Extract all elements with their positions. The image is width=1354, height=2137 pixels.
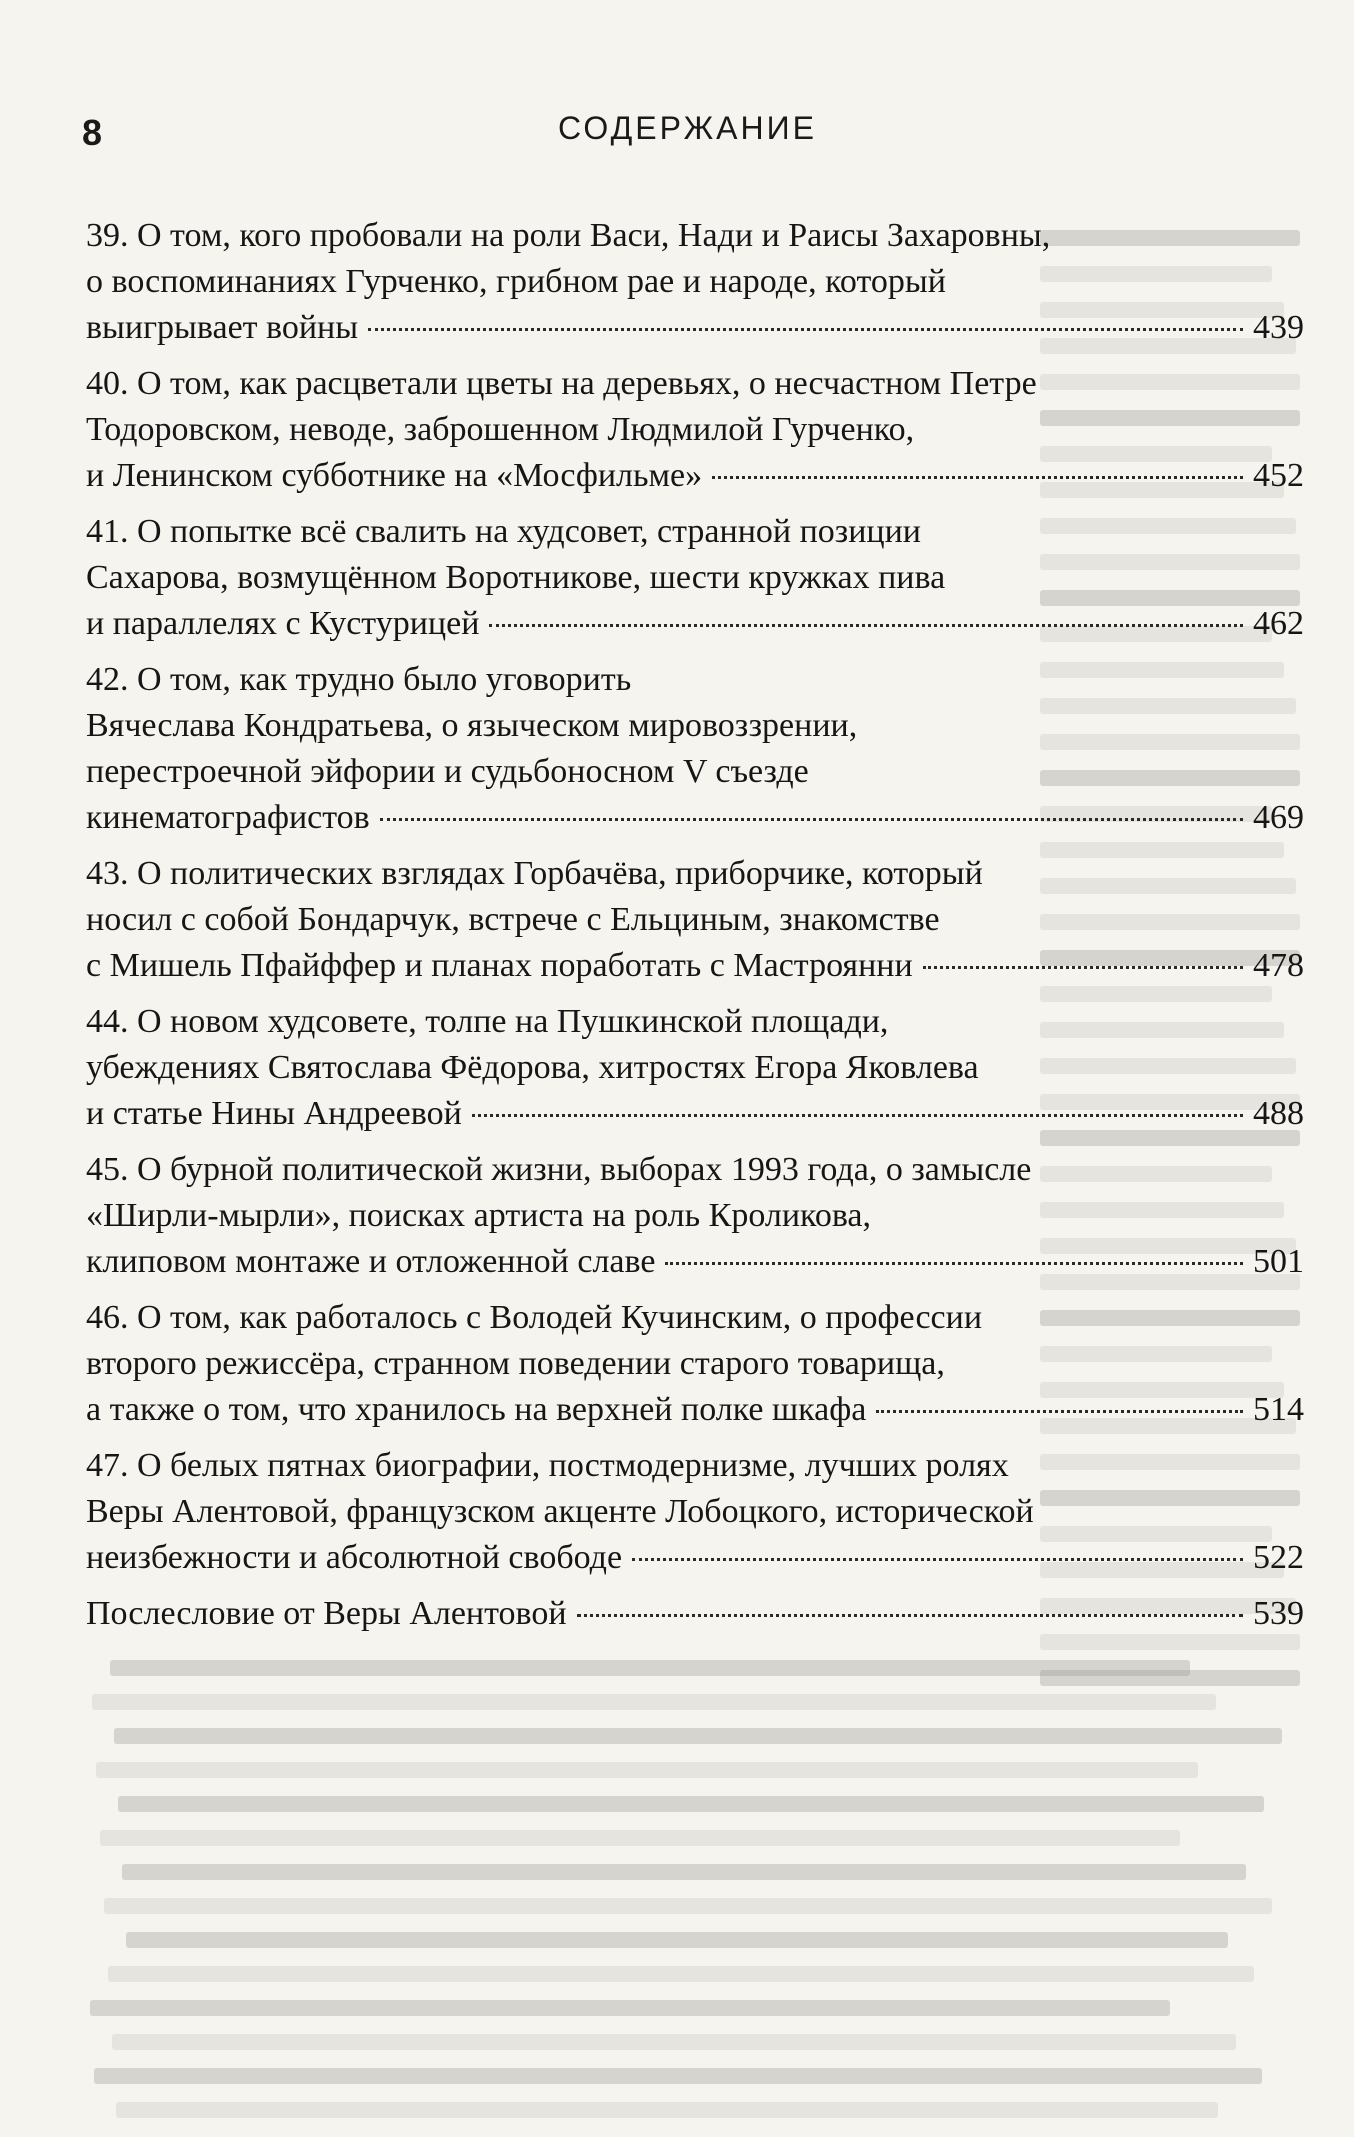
toc-entry-text-line: второго режиссёра, странном поведении старого товарища, [86,1345,945,1382]
toc-entry-text-line: Вячеслава Кондратьева, о языческом мировоззрении, [86,707,858,744]
toc-entry-text-line: о воспоминаниях Гурченко, грибном рае и народе, который [86,263,946,300]
show-through-line [122,1864,1246,1880]
toc-page-number: 469 [1253,799,1304,836]
toc-entry-text-line: 44. О новом худсовете, толпе на Пушкинской площади, [86,1003,889,1040]
toc-page-number: 462 [1253,605,1304,642]
toc-page-number: 539 [1253,1595,1304,1632]
toc-entry-39[interactable] [86,213,1304,351]
toc-entry-text-line: 42. О том, как трудно было уговорить [86,661,632,698]
toc-entry-45[interactable] [86,1147,1304,1285]
toc-entry-text-line: перестроечной эйфории и судьбоносном V съезде [86,753,809,790]
dot-leader [368,328,1243,331]
toc-entry-text-line: 46. О том, как работалось с Володей Кучинским, о профессии [86,1299,983,1336]
toc-entry-last-line [86,1387,1304,1433]
toc-page-number: 514 [1253,1391,1304,1428]
toc-entry-text-line: Сахарова, возмущённом Воротникове, шести кружках пива [86,559,946,596]
toc-entry-last-line [86,1591,1304,1637]
dot-leader [876,1410,1243,1413]
toc-entry-text-line: «Ширли-мырли», поисках артиста на роль Кроликова, [86,1197,872,1234]
dot-leader [923,966,1243,969]
toc-entry-text-line: 39. О том, кого пробовали на роли Васи, Нади и Раисы Захаровны, [86,217,1051,254]
dot-leader [665,1262,1243,1265]
show-through-line [104,1898,1272,1914]
show-through-line [110,1660,1190,1676]
running-head-title: СОДЕРЖАНИЕ [558,110,817,146]
show-through-line [1040,1670,1300,1686]
toc-entry-text-line: Тодоровском, неводе, заброшенном Людмилой Гурченко, [86,411,915,448]
page-number: 8 [82,112,103,153]
toc-entry-42[interactable] [86,657,1304,841]
toc-entry-text-line: клиповом монтаже и отложенной славе [86,1243,656,1280]
toc-entry-text-line: носил с собой Бондарчук, встрече с Ельциным, знакомстве [86,901,940,938]
show-through-line [118,1796,1264,1812]
show-through-line [96,1762,1198,1778]
toc-entry-text-line: и параллелях с Кустурицей [86,605,480,642]
toc-page-number: 488 [1253,1095,1304,1132]
show-through-line [114,1728,1282,1744]
show-through-line [116,2102,1218,2118]
toc-entry-46[interactable] [86,1295,1304,1433]
toc-entry-text-line: с Мишель Пфайффер и планах поработать с Мастроянни [86,947,913,984]
toc-page-number: 501 [1253,1243,1304,1280]
toc-entry-text-line: Веры Алентовой, французском акценте Лобоцкого, исторической [86,1493,1034,1530]
toc-entry-text-line: убеждениях Святослава Фёдорова, хитростях Егора Яковлева [86,1049,979,1086]
toc-page-number: 452 [1253,457,1304,494]
show-through-line [112,2034,1236,2050]
toc-entry-last-line [86,943,1304,989]
toc-entry-text-line: 45. О бурной политической жизни, выборах 1993 года, о замысле [86,1151,1032,1188]
dot-leader [380,818,1243,821]
toc-entry-afterword[interactable] [86,1591,1304,1637]
toc-entry-text-line: 40. О том, как расцветали цветы на деревьях, о несчастном Петре [86,365,1037,402]
toc-entry-last-line [86,1091,1304,1137]
toc-entry-last-line [86,305,1304,351]
show-through-line [92,1694,1216,1710]
toc-entry-text-line: 41. О попытке всё свалить на худсовет, странной позиции [86,513,921,550]
toc-page-number: 522 [1253,1539,1304,1576]
toc-entry-text-line: 47. О белых пятнах биографии, постмодернизме, лучших ролях [86,1447,1009,1484]
toc-entry-last-line [86,795,1304,841]
show-through-line [126,1932,1228,1948]
dot-leader [577,1614,1243,1617]
show-through-line [108,1966,1254,1982]
show-through-line [100,1830,1180,1846]
toc-page-number: 439 [1253,309,1304,346]
table-of-contents [86,213,1304,1647]
dot-leader [632,1558,1243,1561]
toc-entry-47[interactable] [86,1443,1304,1581]
show-through-line [94,2068,1262,2084]
toc-entry-text-line: неизбежности и абсолютной свободе [86,1539,623,1576]
dot-leader [712,476,1243,479]
dot-leader [489,624,1243,627]
toc-entry-text-line: 43. О политических взглядах Горбачёва, приборчике, который [86,855,983,892]
toc-entry-text-line: и Ленинском субботнике на «Мосфильме» [86,457,703,494]
toc-entry-text-line: выигрывает войны [86,309,359,346]
dot-leader [472,1114,1243,1117]
toc-entry-41[interactable] [86,509,1304,647]
toc-entry-last-line [86,601,1304,647]
toc-entry-40[interactable] [86,361,1304,499]
toc-entry-text-line: кинематографистов [86,799,370,836]
show-through-line [90,2000,1170,2016]
toc-entry-44[interactable] [86,999,1304,1137]
toc-entry-last-line [86,453,1304,499]
toc-entry-last-line [86,1535,1304,1581]
toc-entry-43[interactable] [86,851,1304,989]
toc-entry-last-line [86,1239,1304,1285]
toc-entry-text-line: и статье Нины Андреевой [86,1095,462,1132]
toc-entry-text-line: а также о том, что хранилось на верхней полке шкафа [86,1391,867,1428]
toc-entry-text-line: Послесловие от Веры Алентовой [86,1595,567,1632]
toc-page-number: 478 [1253,947,1304,984]
